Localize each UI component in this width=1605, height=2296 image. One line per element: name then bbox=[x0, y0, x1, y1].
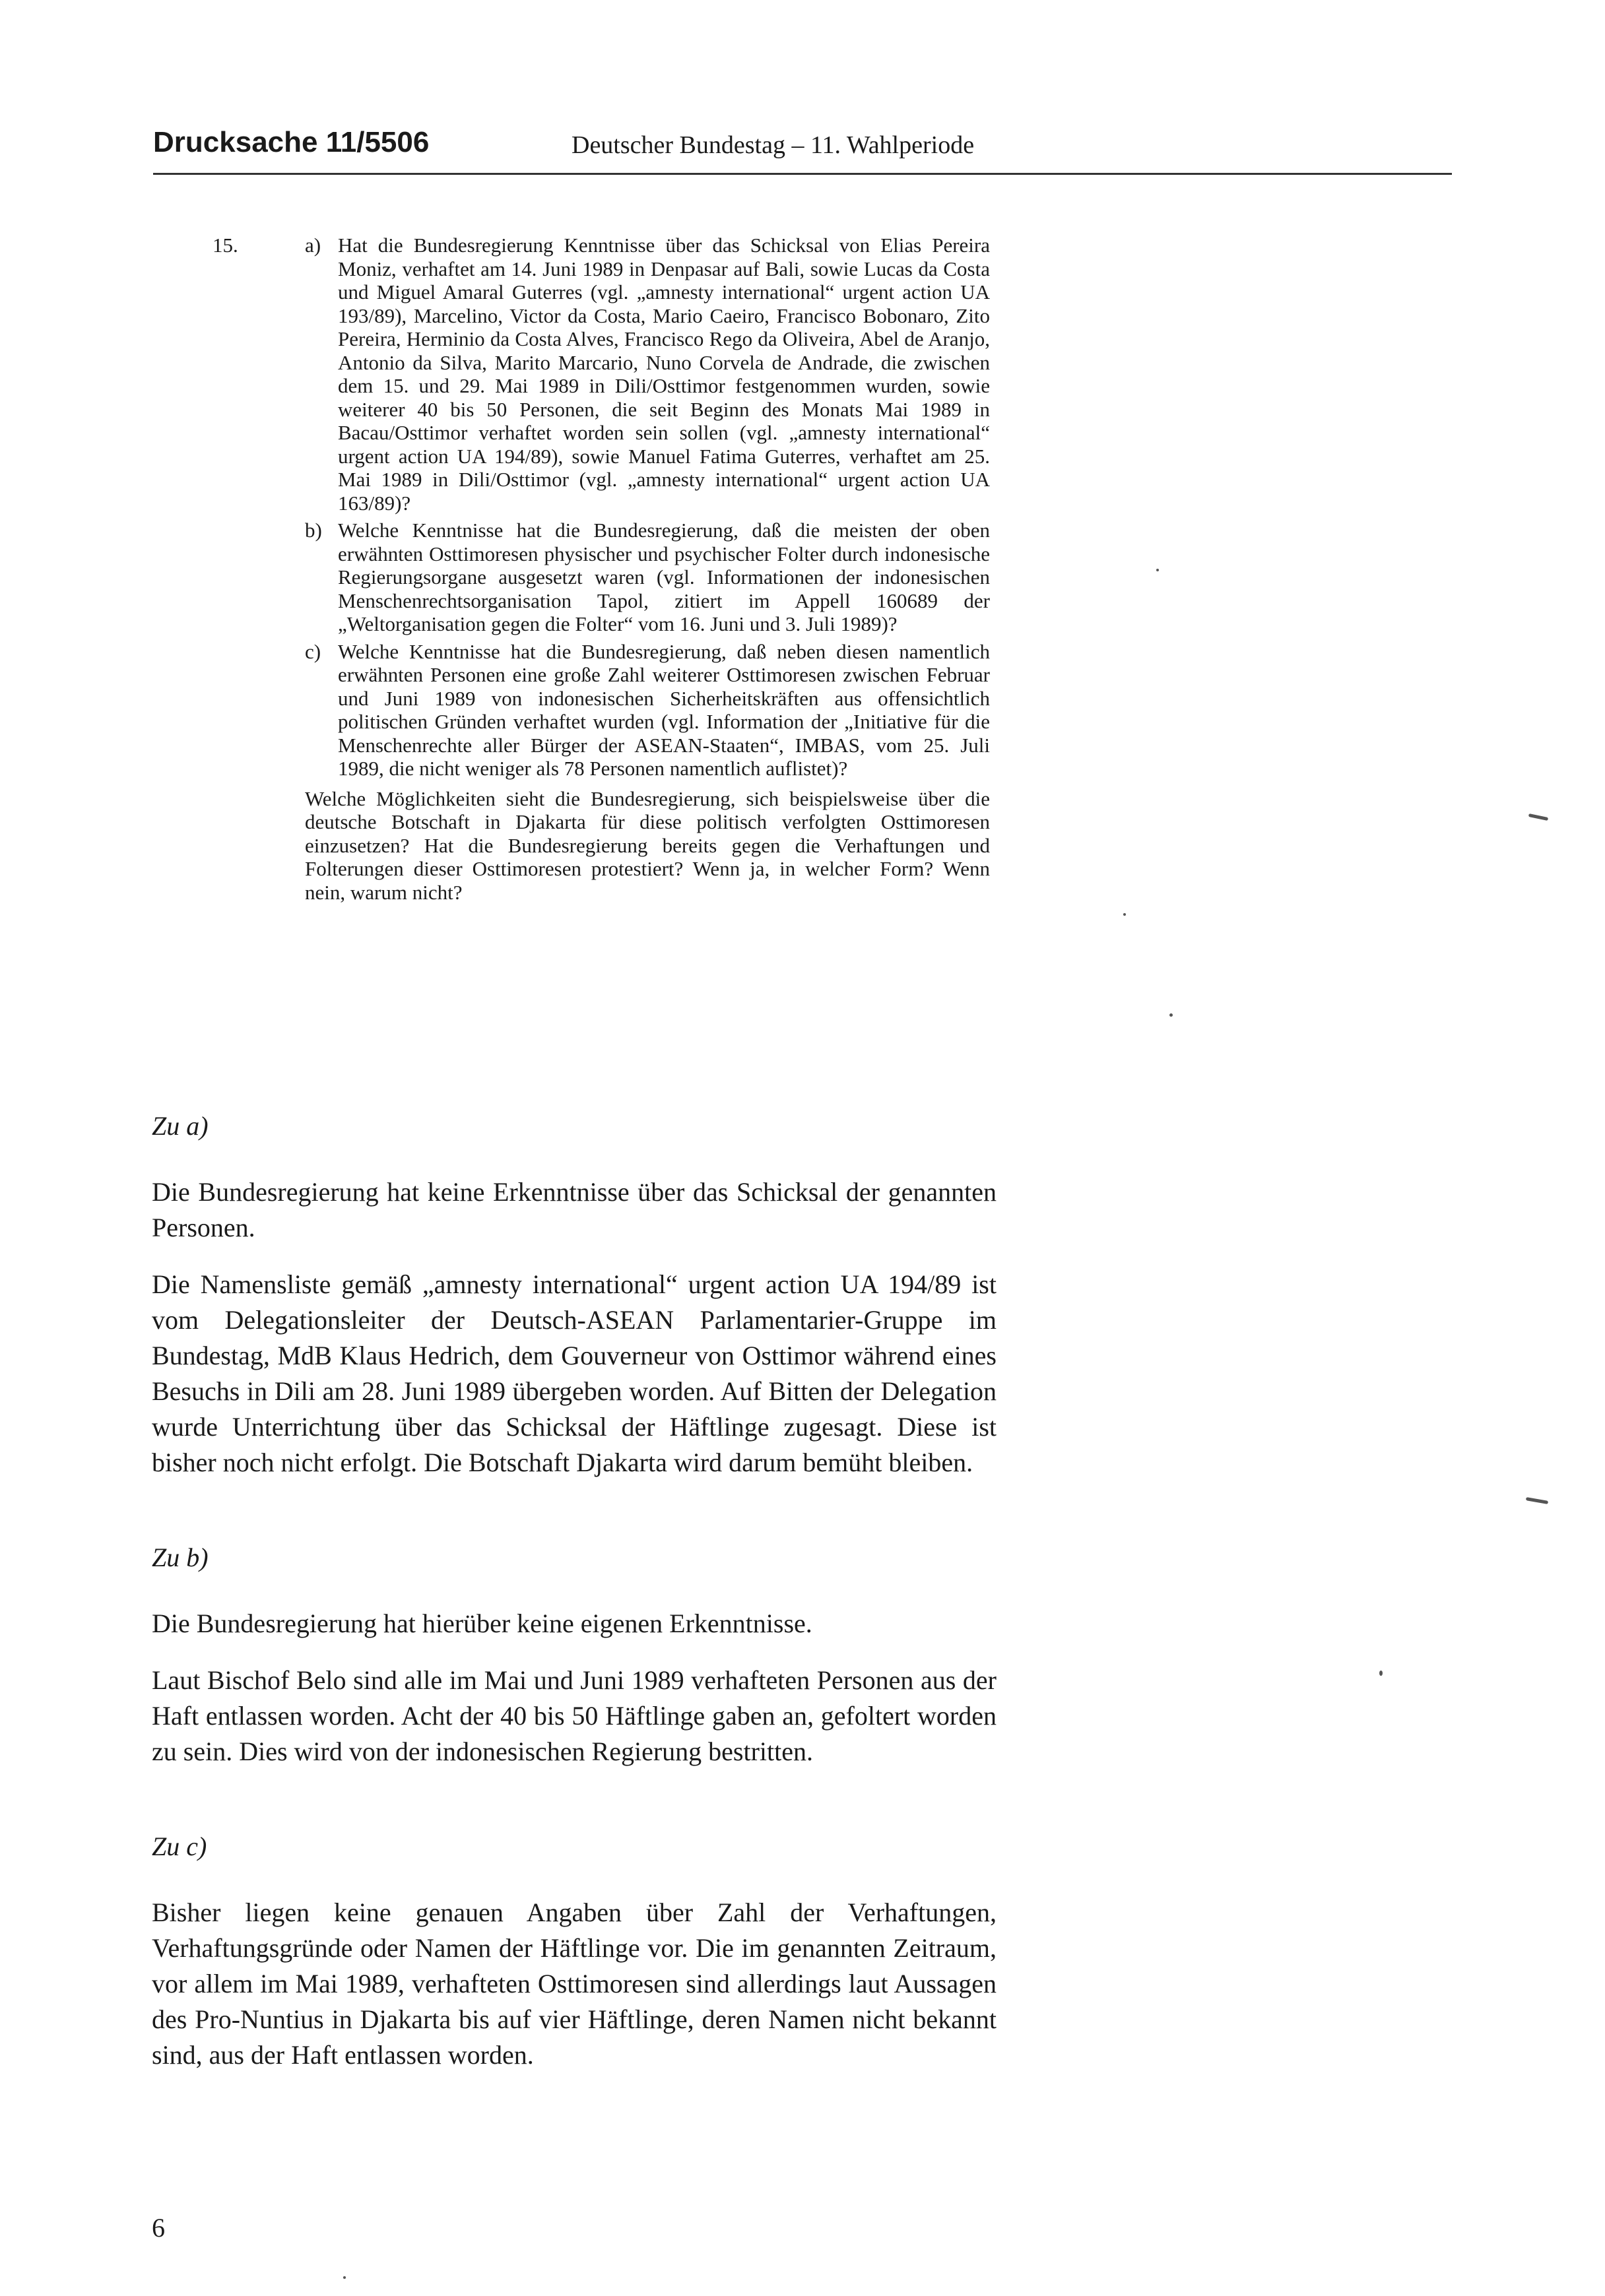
question-15c bbox=[257, 640, 990, 781]
scan-speck bbox=[1379, 1671, 1383, 1676]
answer-a-paragraph-2: Die Namensliste gemäß „amnesty international“ urgent action UA 194/89 ist vom Delegationsleiter der Deutsch-ASEAN Parlamentarier-Gruppe im Bundestag, MdB Klaus Hedrich, dem Gouverneur von Osttimor während eines Besuchs in Dili am 28. Juni 1989 übergeben worden. Auf Bitten der Delegation wurde Unterrichtung über das Schicksal der Häftlinge zugesagt. Diese ist bisher noch nicht erfolgt. Die Botschaft Djakarta wird darum bemüht bleiben. bbox=[152, 1269, 997, 1477]
question-text-c: Welche Kenntnisse hat die Bundesregierung, daß neben diesen namentlich erwähnten Personen eine große Zahl weiterer Osttimoresen zwischen Februar und Juni 1989 von indonesischen Sicherheitskräften aus offensichtlich politischen Gründen verhaftet wurden (vgl. Information der „Initiative für die Menschenrechte aller Bürger der ASEAN-Staaten“, IMBAS, vom 25. Juli 1989, die nicht weniger als 78 Personen namentlich auflistet)? bbox=[338, 639, 990, 780]
scan-speck bbox=[1156, 569, 1159, 571]
section-gap bbox=[152, 1502, 997, 1540]
question-text-b: Welche Kenntnisse hat die Bundesregierung, daß die meisten der oben erwähnten Osttimoresen physischer und psychischer Folter durch indonesische Regierungsorgane ausgesetzt waren (vgl. Informationen der indonesischen Menschenrechtsorganisation Tapol, zitiert im Appell 160689 der „Weltorganisation gegen die Folter“ vom 16. Juni und 3. Juli 1989)? bbox=[338, 519, 990, 635]
question-letter-c: c) bbox=[305, 639, 321, 663]
page-number: 6 bbox=[152, 2213, 165, 2243]
question-letter-b: b) bbox=[305, 519, 322, 542]
answer-c-paragraph-1: Bisher liegen keine genauen Angaben über Zahl der Verhaftungen, Verhaftungsgründe oder Namen der Häftlinge vor. Die im genannten Zeitraum, vor allem im Mai 1989, verhafteten Osttimoresen sind allerdings laut Aussagen des Pro-Nuntius in Djakarta bis auf vier Häftlinge, deren Namen nicht bekannt sind, aus der Haft entlassen worden. bbox=[152, 1897, 997, 2070]
scan-speck bbox=[1169, 1013, 1173, 1017]
answer-b-paragraph-1: Die Bundesregierung hat hierüber keine eigenen Erkenntnisse. bbox=[152, 1609, 812, 1638]
question-number: 15. bbox=[213, 234, 238, 257]
page-header bbox=[153, 123, 1447, 165]
answer-block bbox=[152, 1108, 997, 2094]
question-block bbox=[213, 234, 990, 904]
question-15b bbox=[257, 519, 990, 636]
document-subtitle: Deutscher Bundestag – 11. Wahlperiode bbox=[572, 131, 975, 159]
answer-heading-b: Zu b) bbox=[152, 1543, 209, 1572]
answer-heading-a: Zu a) bbox=[152, 1111, 209, 1141]
question-text-a: Hat die Bundesregierung Kenntnisse über das Schicksal von Elias Pereira Moniz, verhaftet am 14. Juni 1989 in Denpasar auf Bali, sowie Lucas da Costa und Miguel Amaral Guterres (vgl. „amnesty international“ urgent action UA 193/89), Marcelino, Victor da Costa, Mario Caeiro, Francisco Bobonaro, Zito Pereira, Herminio da Costa Alves, Francisco Rego da Oliveira, Abel de Aranjo, Antonio da Silva, Marito Marcario, Nuno Corvela de Andrade, die zwischen dem 15. und 29. Mai 1989 in Dili/Osttimor festgenommen wurden, sowie weiterer 40 bis 50 Personen, die seit Beginn des Monats Mai 1989 in Bacau/Osttimor verhaftet worden sein sollen (vgl. „amnesty international“ urgent action UA 194/89), sowie Manuel Fatima Guterres, verhaftet am 25. Mai 1989 in Dili/Osttimor (vgl. „amnesty international“ urgent action UA 163/89)? bbox=[338, 234, 990, 515]
answer-b-paragraph-2: Laut Bischof Belo sind alle im Mai und Juni 1989 verhafteten Personen aus der Haft entlassen worden. Acht der 40 bis 50 Häftlinge gaben an, gefoltert worden zu sein. Dies wird von der indonesischen Regierung bestritten. bbox=[152, 1665, 997, 1766]
answer-heading-c: Zu c) bbox=[152, 1832, 207, 1861]
scan-speck bbox=[1123, 913, 1126, 916]
question-15a bbox=[213, 234, 990, 515]
question-final-text: Welche Möglichkeiten sieht die Bundesregierung, sich beispielsweise über die deutsche Botschaft in Djakarta für diese politisch verfolgten Osttimoresen einzusetzen? Hat die Bundesregierung bereits gegen die Verhaftungen und Folterungen dieser Osttimoresen protestiert? Wenn ja, in welcher Form? Wenn nein, warum nicht? bbox=[305, 786, 990, 904]
document-number: Drucksache 11/5506 bbox=[153, 126, 430, 158]
header-rule bbox=[153, 173, 1452, 175]
scan-speck bbox=[1526, 1497, 1548, 1504]
answer-a-paragraph-1: Die Bundesregierung hat keine Erkenntnisse über das Schicksal der genannten Personen. bbox=[152, 1177, 997, 1242]
scan-speck bbox=[343, 2276, 346, 2279]
scan-speck bbox=[1528, 813, 1548, 821]
question-letter-a: a) bbox=[305, 234, 321, 257]
section-gap bbox=[152, 1791, 997, 1829]
